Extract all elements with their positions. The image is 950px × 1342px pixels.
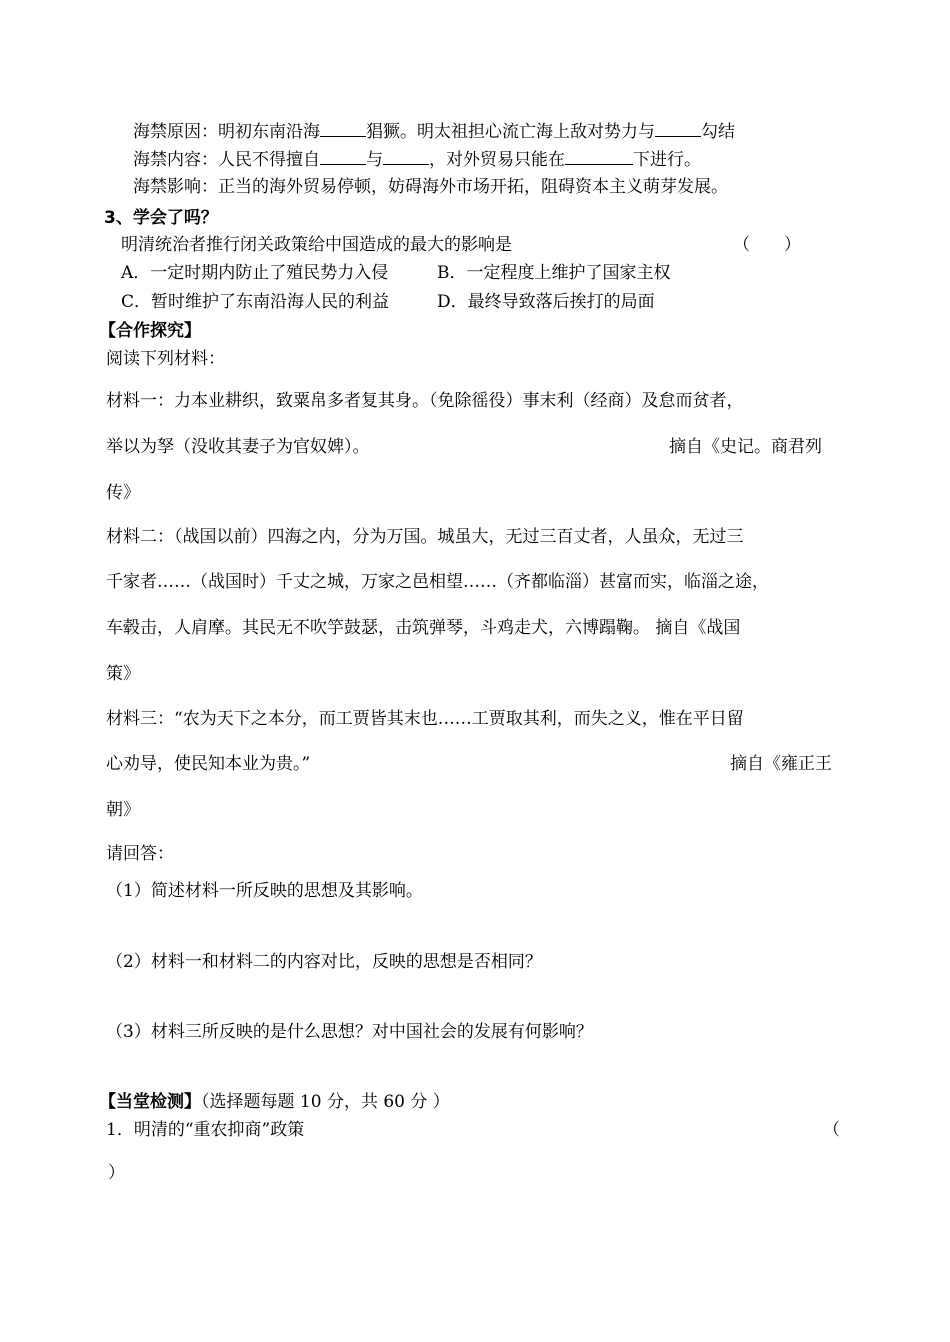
material-3-line-1: 材料三：“农为天下之本分，而工贾皆其末也……工贾取其利，而失之义，惟在平日留 [106,709,744,729]
option-d: D．最终导致落后挨打的局面 [437,292,655,312]
option-b: B．一定程度上维护了国家主权 [437,263,671,283]
material-1-line-2: 举以为孥（没收其妻子为官奴婢）。 [106,437,370,457]
material-3-source: 摘自《雍正王 [730,754,832,774]
ban-reason-text-a: 海禁原因：明初东南沿海 [133,122,320,142]
answer-prompt: 请回答： [106,844,174,864]
fill-blank [320,148,366,165]
test-question-1: 1．明清的“重农抑商”政策 [106,1120,305,1140]
ban-effect: 海禁影响：正当的海外贸易停顿，妨碍海外市场开拓，阻碍资本主义萌芽发展。 [133,177,728,197]
question-1: （1）简述材料一所反映的思想及其影响。 [106,881,423,901]
test-heading: 【当堂检测】 [99,1092,201,1112]
ban-content-text-d: 下进行。 [633,150,701,170]
question-2: （2）材料一和材料二的内容对比，反映的思想是否相同？ [106,952,542,972]
quiz-heading: 3、学会了吗？ [104,208,218,228]
ban-reason-text-c: 勾结 [701,122,735,142]
fill-blank [655,120,701,137]
question-3: （3）材料三所反映的是什么思想？对中国社会的发展有何影响？ [106,1022,593,1042]
material-1-line-1: 材料一：力本业耕织，致粟帛多者复其身。（免除徭役）事末利（经商）及怠而贫者， [106,391,744,411]
material-2-line-3: 车毂击，人肩摩。其民无不吹竽鼓瑟，击筑弹琴，斗鸡走犬，六博蹋鞠。 摘自《战国 [106,618,741,638]
fill-blank [383,148,429,165]
ban-content-text-b: 与 [366,150,383,170]
material-2-line-2: 千家者……（战国时）千丈之城，万家之邑相望……（齐都临淄）甚富而实，临淄之途， [106,572,769,592]
material-2-line-4: 策》 [106,664,140,684]
ban-content-line [133,148,701,171]
test-note: （选择题每题 10 分，共 60 分 ） [201,1092,450,1112]
ban-content-text-c: ，对外贸易只能在 [429,150,565,170]
test-heading-line [99,1091,450,1113]
material-3-line-2: 心劝导，使民知本业为贵。” [106,754,311,774]
option-c: C．暂时维护了东南沿海人民的利益 [121,292,390,312]
coop-intro: 阅读下列材料： [106,349,225,369]
fill-blank [320,120,366,137]
fill-blank [565,148,633,165]
option-a: A．一定时期内防止了殖民势力入侵 [121,263,389,283]
coop-heading: 【合作探究】 [99,321,201,341]
test-q1-paren-open: （ [823,1120,840,1140]
answer-paren: （ ） [733,235,801,255]
material-1-source: 摘自《史记。商君列 [669,437,822,457]
ban-content-text-a: 海禁内容：人民不得擅自 [133,150,320,170]
material-3-line-3: 朝》 [106,800,140,820]
quiz-question: 明清统治者推行闭关政策给中国造成的最大的影响是 [121,235,512,255]
material-2-line-1: 材料二：（战国以前）四海之内，分为万国。城虽大，无过三百丈者，人虽众，无过三 [106,527,744,547]
ban-reason-line [133,120,735,143]
material-1-line-3: 传》 [106,483,140,503]
test-q1-paren-close: ） [108,1163,125,1183]
ban-reason-text-b: 猖獗。明太祖担心流亡海上敌对势力与 [366,122,655,142]
